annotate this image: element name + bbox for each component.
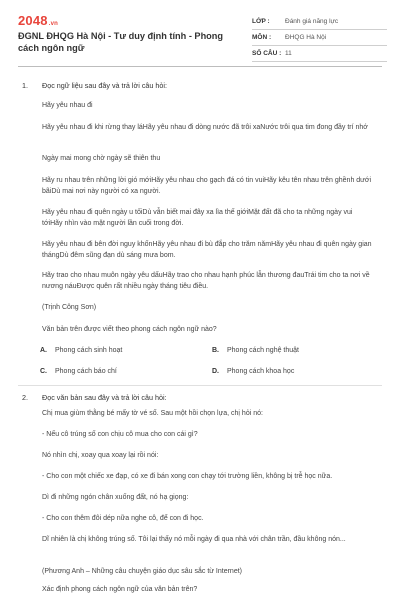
option-letter: B. — [212, 347, 219, 354]
meta-key: SỐ CÂU : — [252, 50, 282, 57]
meta-row-class — [252, 14, 387, 30]
logo-suffix: .vn — [48, 21, 59, 27]
question-number: 2. — [22, 393, 28, 402]
option-text: Phong cách nghệ thuật — [227, 347, 300, 354]
question-prompt: Đọc văn bản sau đây và trả lời câu hỏi: — [42, 393, 167, 402]
passage-line: Ngày mai mong chờ ngày sẽ thiên thu — [42, 155, 161, 162]
header-divider — [18, 66, 382, 67]
question-prompt: Đọc ngữ liệu sau đây và trả lời câu hỏi: — [42, 81, 167, 90]
passage-line: Chị mua giùm thằng bé mấy tờ vé số. Sau một hồi chọn lựa, chị hỏi nó: — [42, 410, 263, 417]
option-text: Phong cách báo chí — [55, 368, 117, 375]
meta-table — [252, 14, 387, 62]
option-letter: A. — [40, 347, 47, 354]
passage-line: Nó nhìn chị, xoay qua xoay lại rồi nói: — [42, 452, 159, 459]
passage-source: (Phương Anh – Những câu chuyện giáo dục sâu sắc từ Internet) — [42, 568, 242, 575]
meta-row-subject — [252, 30, 387, 46]
passage-line: Hãy ru nhau trên những lời gió mớiHãy yêu nhau cho gạch đá có tin vuiHãy kêu tên nhau trên ghềnh dưới bãiDù mai nơi này người có xa người. — [42, 177, 372, 195]
meta-value: ĐHQG Hà Nội — [285, 34, 327, 41]
question-text: Văn bản trên được viết theo phong cách ngôn ngữ nào? — [42, 326, 217, 333]
meta-row-count — [252, 46, 387, 62]
meta-value: 11 — [285, 50, 292, 57]
option-b[interactable] — [212, 347, 299, 354]
passage-line: - Cho con một chiếc xe đạp, có xe đi bán xong con chạy tới trường liền, không bị trễ học nữa. — [42, 473, 333, 480]
passage-line: Dĩ nhiên là chị không trúng số. Tôi lại thấy nó mỗi ngày đi qua nhà với chân trần, đầu không nón... — [42, 536, 346, 543]
option-text: Phong cách sinh hoạt — [55, 347, 123, 354]
question-number: 1. — [22, 81, 28, 90]
question-text: Xác định phong cách ngôn ngữ của văn bản trên? — [42, 586, 198, 593]
passage-line: - Cho con thêm đôi dép nữa nghe cô, để con đi học. — [42, 515, 204, 522]
logo-text: 2048 — [18, 13, 48, 28]
passage-line: Hãy yêu nhau đi bên đời nguy khốnHãy yêu nhau đi bù đắp cho trăm nămHãy yêu nhau đi quên ngày gian thángDù đêm sũng đạn dù sáng mưa bom. — [42, 241, 372, 259]
option-letter: C. — [40, 368, 47, 375]
passage-line: Hãy yêu nhau đi — [42, 102, 93, 109]
passage-author: (Trịnh Công Sơn) — [42, 304, 97, 311]
passage-line: Hãy yêu nhau đi khi rừng thay láHãy yêu nhau đi dòng nước đã trôi xaNước trôi qua tim đong đầy trí nhớ — [42, 124, 368, 131]
page-header — [0, 0, 400, 64]
passage-line: Hãy yêu nhau đi quên ngày u tốiDù vẫn biết mai đây xa lìa thế giớiMặt đất đã cho ta những ngày vui tớiHãy nhìn vào mặt người lần cuối trong đời. — [42, 209, 353, 227]
meta-value: Đánh giá năng lực — [285, 18, 339, 25]
option-letter: D. — [212, 368, 219, 375]
question-separator — [18, 385, 382, 386]
passage-line: - Nếu cô trúng số con chịu cô mua cho con cái gì? — [42, 431, 198, 438]
page-title: ĐGNL ĐHQG Hà Nội - Tư duy định tính - Phong cách ngôn ngữ — [18, 31, 224, 53]
option-d[interactable] — [212, 368, 294, 375]
meta-key: MÔN : — [252, 34, 272, 41]
option-text: Phong cách khoa học — [227, 368, 295, 375]
option-c[interactable] — [40, 368, 117, 375]
passage-line: Dì đi những ngón chân xuống đất, nó hạ giọng: — [42, 494, 189, 501]
site-logo[interactable] — [18, 13, 58, 28]
option-a[interactable] — [40, 347, 122, 354]
passage-line: Hãy trao cho nhau muôn ngày yêu dấuHãy trao cho nhau hạnh phúc lẫn thương đauTrái tim cho ta nơi về nương náuĐược quên rất nhiều ngày tháng tiêu điều. — [42, 272, 370, 290]
meta-key: LỚP : — [252, 18, 270, 25]
